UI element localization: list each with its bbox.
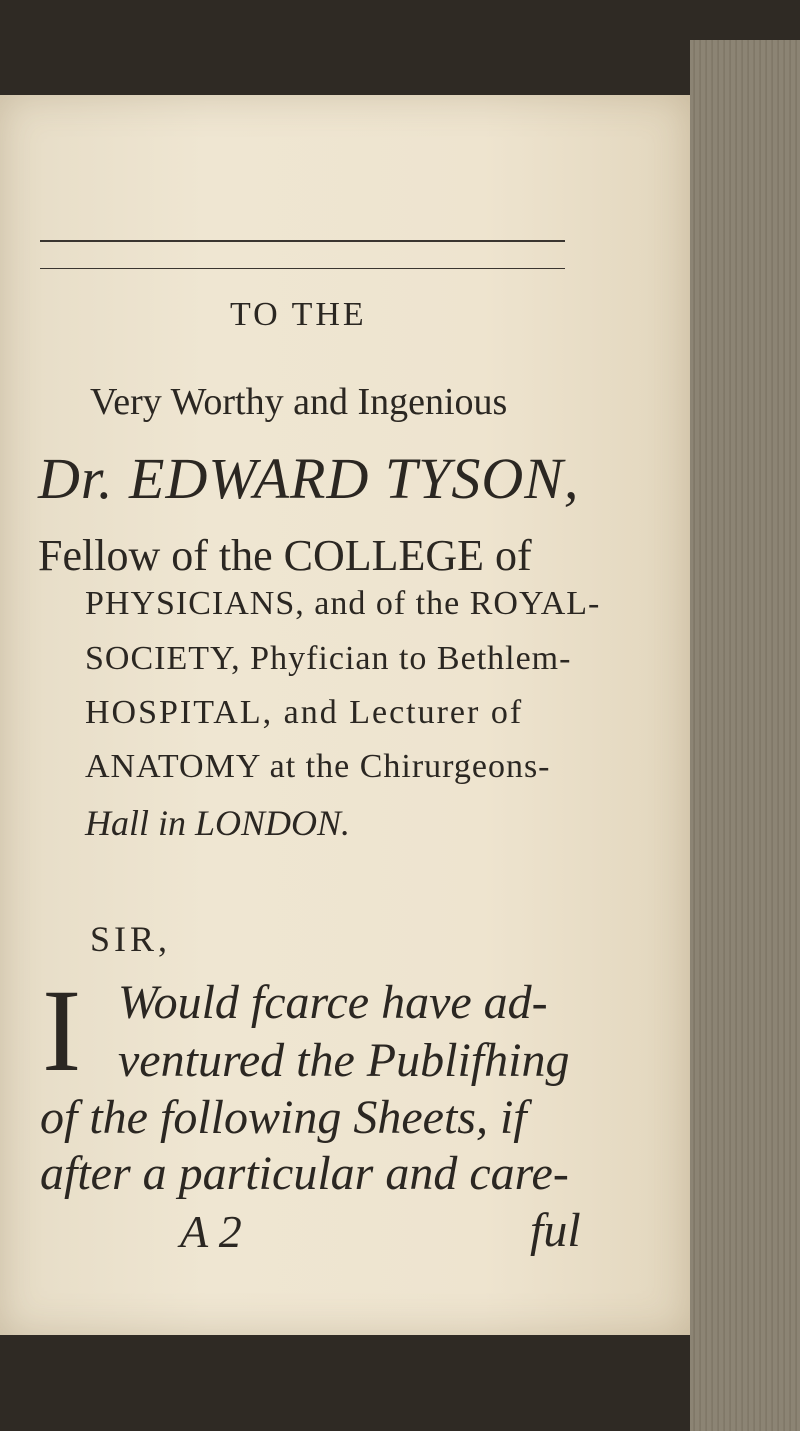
- top-rule: [40, 240, 565, 242]
- title-line-hospital: HOSPITAL, and Lecturer of: [85, 694, 524, 731]
- title-line-fellow: Fellow of the COLLEGE of: [38, 531, 532, 580]
- dedication-epithet: Very Worthy and Ingenious: [90, 381, 508, 423]
- body-line: Would fcarce have ad-: [118, 976, 548, 1029]
- dedicatee-name: Dr. EDWARD TYSON,: [38, 446, 580, 511]
- catchword: ful: [530, 1204, 581, 1257]
- drop-cap: I: [42, 965, 82, 1096]
- dedication-heading: TO THE: [230, 296, 367, 333]
- body-line: after a particular and care-: [40, 1147, 569, 1200]
- title-line-society: SOCIETY, Phyfician to Bethlem-: [85, 640, 572, 677]
- title-line-anatomy: ANATOMY at the Chirurgeons-: [85, 748, 551, 785]
- page-edge: [690, 40, 800, 1431]
- body-line: of the following Sheets, if: [40, 1091, 527, 1144]
- signature-mark: A 2: [180, 1206, 242, 1257]
- title-line-hall: Hall in LONDON.: [85, 803, 351, 843]
- title-line-physicians: PHYSICIANS, and of the ROYAL-: [85, 585, 601, 622]
- body-line: ventured the Publifhing: [118, 1034, 570, 1087]
- salutation: SIR,: [90, 919, 172, 959]
- second-rule: [40, 268, 565, 269]
